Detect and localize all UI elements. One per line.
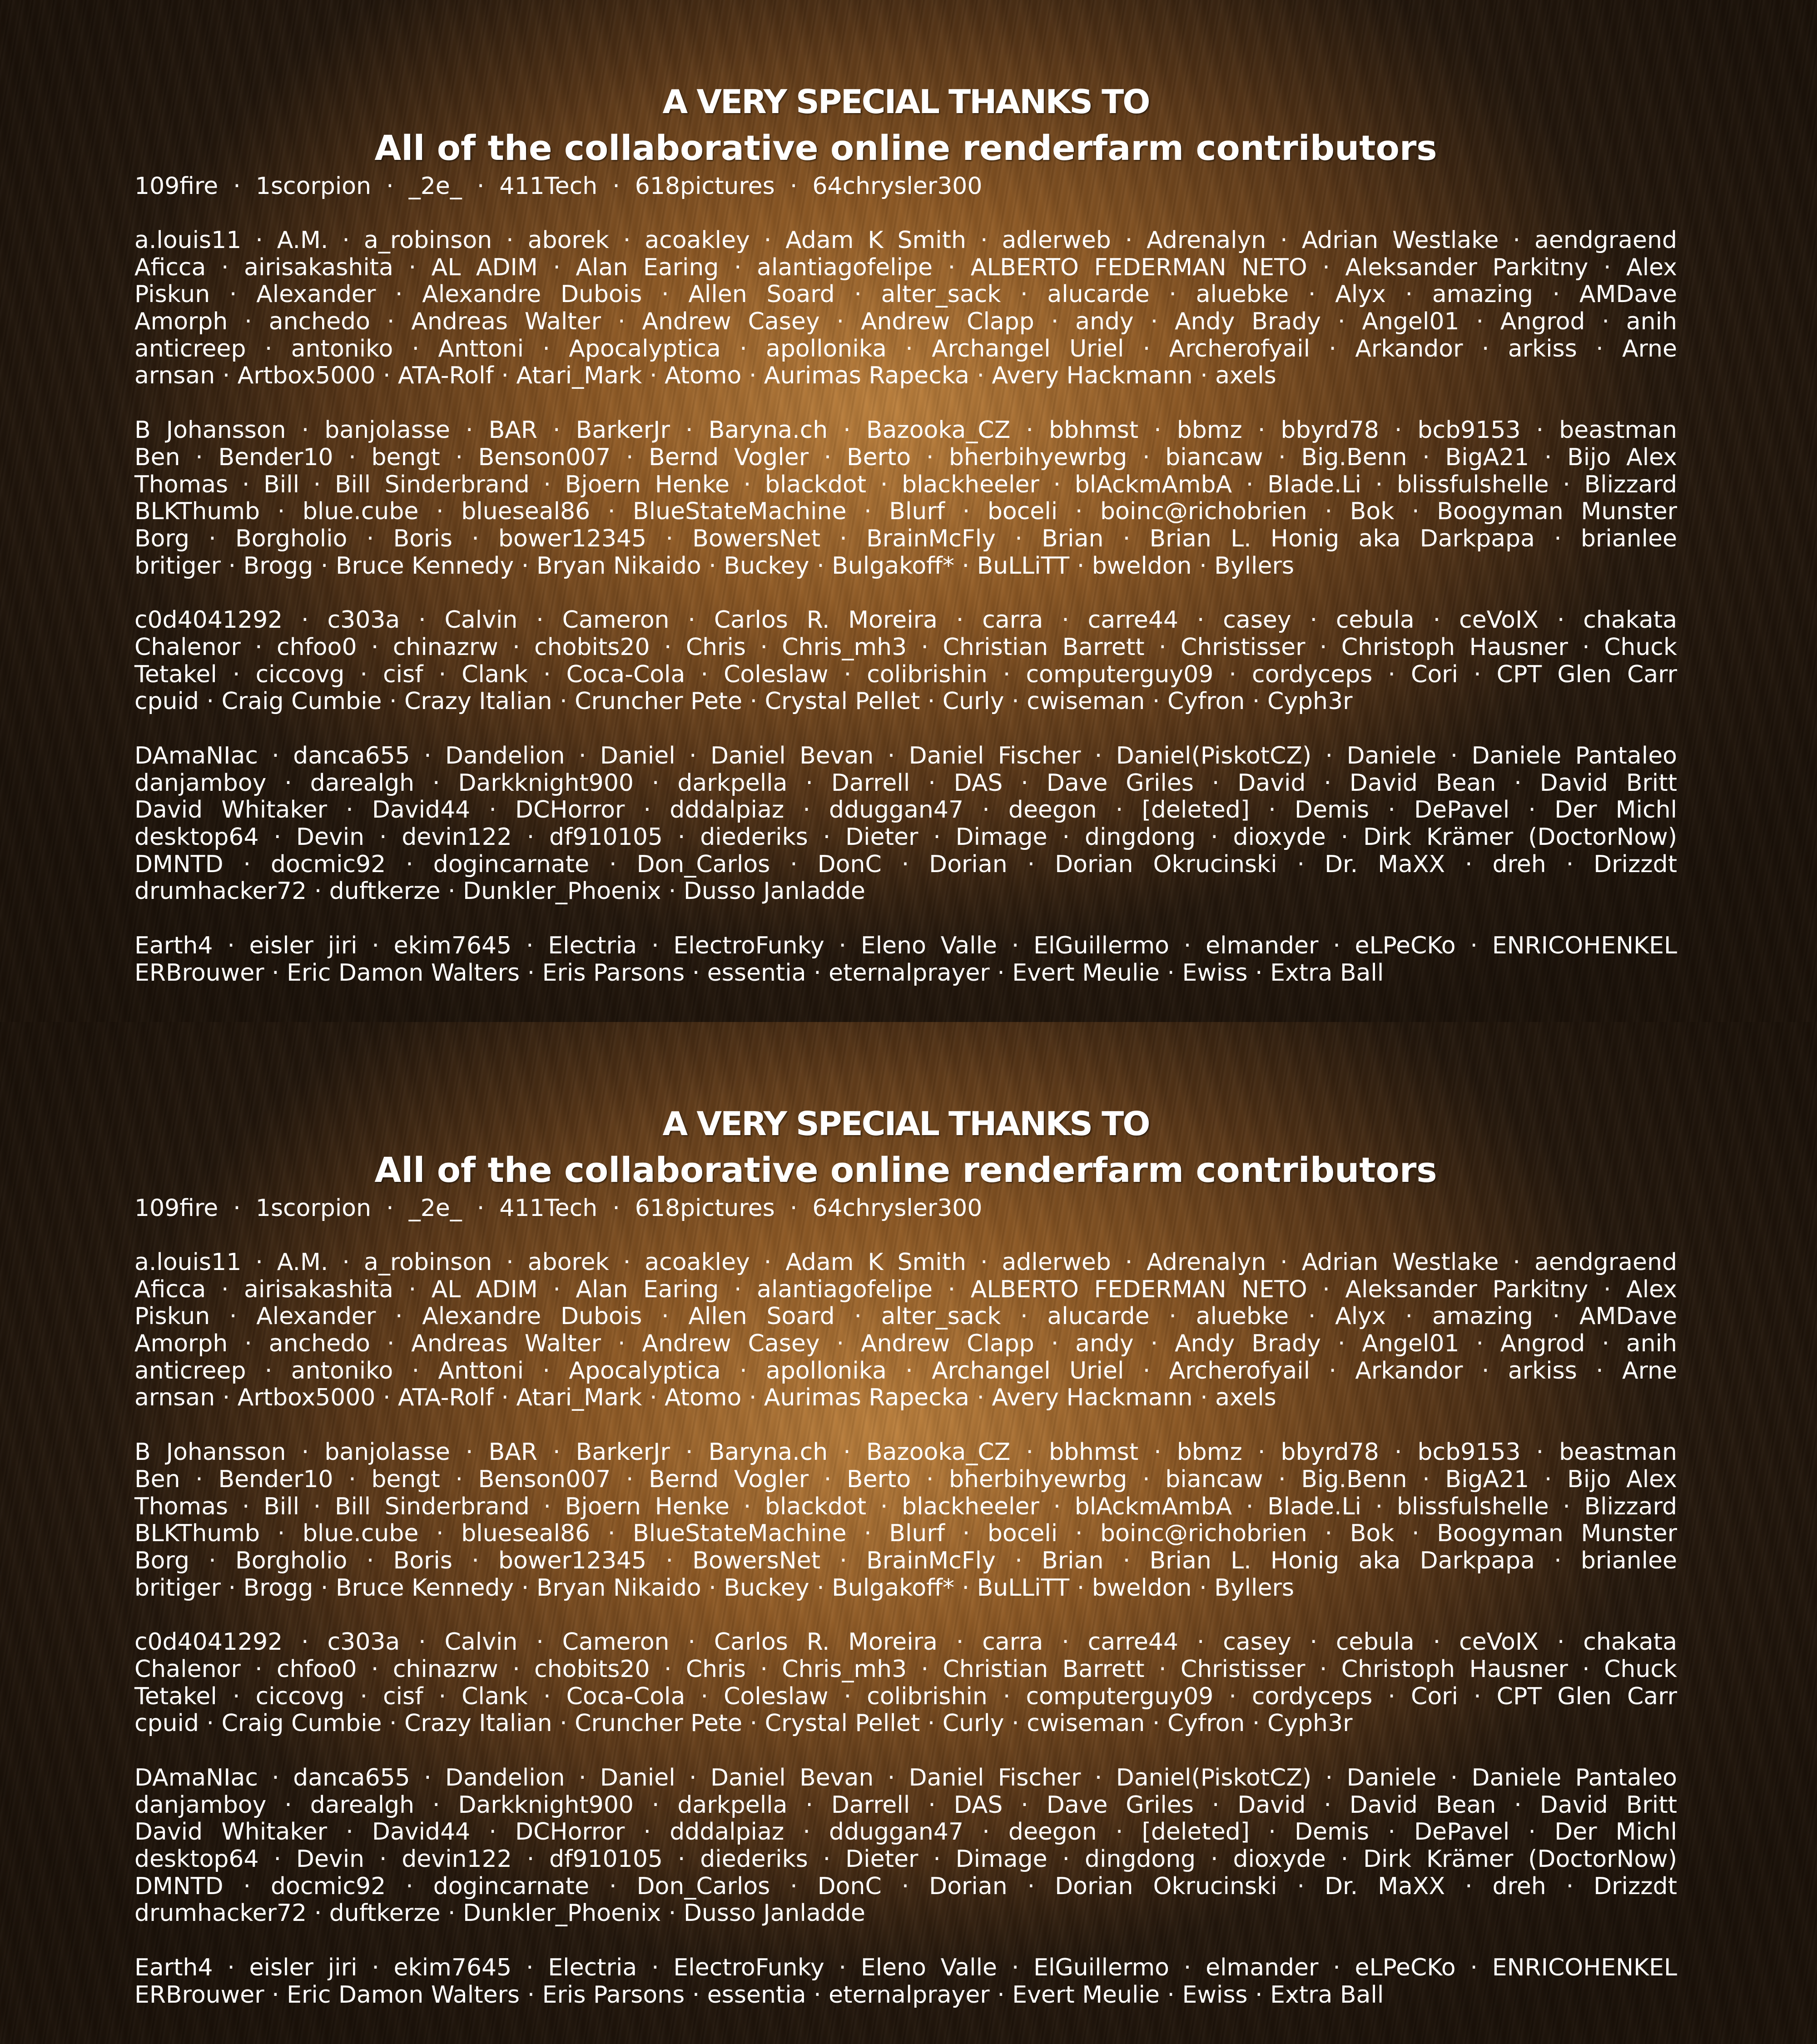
credits-line: Amorph · anchedo · Andreas Walter · Andrew Casey · Andrew Clapp · andy · Andy Brady · Angel01 · Angrod · anih — [134, 308, 1677, 336]
credits-line: B Johansson · banjolasse · BAR · BarkerJr · Baryna.ch · Bazooka_CZ · bbhmst · bbmz · bbyrd78 · bcb9153 · beastman — [134, 417, 1677, 444]
credits-line: Ben · Bender10 · bengt · Benson007 · Bernd Vogler · Berto · bherbihyewrbg · biancaw · Big.Benn · BigA21 · Bijo Alex — [134, 1466, 1677, 1493]
credits-line: Piskun · Alexander · Alexandre Dubois · Allen Soard · alter_sack · alucarde · aluebke · Alyx · amazing · AMDave — [134, 1303, 1677, 1330]
credits-line: Earth4 · eisler jiri · ekim7645 · Electria · ElectroFunky · Eleno Valle · ElGuillermo · elmander · eLPeCKo · ENRICOHENKEL — [134, 933, 1677, 960]
credits-line: Tetakel · ciccovg · cisf · Clank · Coca-Cola · Coleslaw · colibrishin · computerguy09 · cordyceps · Cori · CPT Glen Carr — [134, 661, 1677, 689]
credits-line: Chalenor · chfoo0 · chinazrw · chobits20 · Chris · Chris_mh3 · Christian Barrett · Christisser · Christoph Hausner · Chuck — [134, 634, 1677, 661]
credits-line: David Whitaker · David44 · DCHorror · dddalpiaz · dduggan47 · deegon · [deleted] · Demis · DePavel · Der Michl — [134, 797, 1677, 824]
credits-line: BLKThumb · blue.cube · blueseal86 · BlueStateMachine · Blurf · boceli · boinc@richobrien · Bok · Boogyman Munster — [134, 1520, 1677, 1548]
credits-line: Piskun · Alexander · Alexandre Dubois · Allen Soard · alter_sack · alucarde · aluebke · Alyx · amazing · AMDave — [134, 281, 1677, 308]
credits-line: Ben · Bender10 · bengt · Benson007 · Bernd Vogler · Berto · bherbihyewrbg · biancaw · Big.Benn · BigA21 · Bijo Alex — [134, 444, 1677, 471]
credits-line: Thomas · Bill · Bill Sinderbrand · Bjoern Henke · blackdot · blackheeler · blAckmAmbA · Blade.Li · blissfulshelle · Blizzard — [134, 471, 1677, 499]
credits-line: Tetakel · ciccovg · cisf · Clank · Coca-Cola · Coleslaw · colibrishin · computerguy09 · cordyceps · Cori · CPT Glen Carr — [134, 1683, 1677, 1711]
credits-line: BLKThumb · blue.cube · blueseal86 · BlueStateMachine · Blurf · boceli · boinc@richobrien · Bok · Boogyman Munster — [134, 498, 1677, 526]
credits-line: DMNTD · docmic92 · dogincarnate · Don_Carlos · DonC · Dorian · Dorian Okrucinski · Dr. MaXX · dreh · Drizzdt — [134, 851, 1677, 878]
credits-line: cpuid · Craig Cumbie · Crazy Italian · Cruncher Pete · Crystal Pellet · Curly · cwiseman · Cyfron · Cyph3r — [134, 688, 1677, 715]
credits-line: anticreep · antoniko · Anttoni · Apocalyptica · apollonika · Archangel Uriel · Archerofyail · Arkandor · arkiss · Arne — [134, 1358, 1677, 1385]
credits-line: danjamboy · darealgh · Darkknight900 · darkpella · Darrell · DAS · Dave Griles · David · David Bean · David Britt — [134, 770, 1677, 797]
credits-line: Amorph · anchedo · Andreas Walter · Andrew Casey · Andrew Clapp · andy · Andy Brady · Angel01 · Angrod · anih — [134, 1330, 1677, 1358]
credits-line: desktop64 · Devin · devin122 · df910105 · diederiks · Dieter · Dimage · dingdong · dioxyde · Dirk Krämer (DoctorNow) — [134, 1846, 1677, 1873]
credits-line: a.louis11 · A.M. · a_robinson · aborek · acoakley · Adam K Smith · adlerweb · Adrenalyn · Adrian Westlake · aendgraend — [134, 227, 1677, 254]
credits-line: drumhacker72 · duftkerze · Dunkler_Phoenix · Dusso Janladde — [134, 878, 1677, 905]
credits-line: Earth4 · eisler jiri · ekim7645 · Electria · ElectroFunky · Eleno Valle · ElGuillermo · elmander · eLPeCKo · ENRICOHENKEL — [134, 1955, 1677, 1982]
credits-line: ERBrouwer · Eric Damon Walters · Eris Parsons · essentia · eternalprayer · Evert Meulie · Ewiss · Extra Ball — [134, 1982, 1677, 2009]
credits-line: arnsan · Artbox5000 · ATA-Rolf · Atari_Mark · Atomo · Aurimas Rapecka · Avery Hackmann · axels — [134, 362, 1677, 390]
credits-line: ERBrouwer · Eric Damon Walters · Eris Parsons · essentia · eternalprayer · Evert Meulie · Ewiss · Extra Ball — [134, 960, 1677, 987]
credits-line: arnsan · Artbox5000 · ATA-Rolf · Atari_Mark · Atomo · Aurimas Rapecka · Avery Hackmann · axels — [134, 1384, 1677, 1412]
credits-line: B Johansson · banjolasse · BAR · BarkerJr · Baryna.ch · Bazooka_CZ · bbhmst · bbmz · bbyrd78 · bcb9153 · beastman — [134, 1439, 1677, 1466]
credits-intro-line: 109fire · 1scorpion · _2e_ · 411Tech · 618pictures · 64chrysler300 — [134, 173, 1677, 200]
credits-subheading: All of the collaborative online renderfarm contributors — [134, 124, 1677, 173]
credits-line: c0d4041292 · c303a · Calvin · Cameron · Carlos R. Moreira · carra · carre44 · casey · cebula · ceVoIX · chakata — [134, 1629, 1677, 1656]
credits-subheading: All of the collaborative online renderfarm contributors — [134, 1146, 1677, 1195]
credits-heading: A VERY SPECIAL THANKS TO — [134, 80, 1677, 124]
credits-line: a.louis11 · A.M. · a_robinson · aborek · acoakley · Adam K Smith · adlerweb · Adrenalyn · Adrian Westlake · aendgraend — [134, 1249, 1677, 1276]
credits-line: c0d4041292 · c303a · Calvin · Cameron · Carlos R. Moreira · carra · carre44 · casey · cebula · ceVoIX · chakata — [134, 607, 1677, 634]
credits-line: drumhacker72 · duftkerze · Dunkler_Phoenix · Dusso Janladde — [134, 1900, 1677, 1927]
credits-line: DAmaNIac · danca655 · Dandelion · Daniel · Daniel Bevan · Daniel Fischer · Daniel(PiskotCZ) · Daniele · Daniele Pantaleo — [134, 1765, 1677, 1792]
credits-line: cpuid · Craig Cumbie · Crazy Italian · Cruncher Pete · Crystal Pellet · Curly · cwiseman · Cyfron · Cyph3r — [134, 1710, 1677, 1737]
credits-intro-line: 109fire · 1scorpion · _2e_ · 411Tech · 618pictures · 64chrysler300 — [134, 1195, 1677, 1222]
credits-line: anticreep · antoniko · Anttoni · Apocalyptica · apollonika · Archangel Uriel · Archerofyail · Arkandor · arkiss · Arne — [134, 336, 1677, 363]
credits-line: britiger · Brogg · Bruce Kennedy · Bryan Nikaido · Buckey · Bulgakoff* · BuLLiTT · bweldon · Byllers — [134, 553, 1677, 580]
credits-line: DMNTD · docmic92 · dogincarnate · Don_Carlos · DonC · Dorian · Dorian Okrucinski · Dr. MaXX · dreh · Drizzdt — [134, 1873, 1677, 1900]
credits-line: desktop64 · Devin · devin122 · df910105 · diederiks · Dieter · Dimage · dingdong · dioxyde · Dirk Krämer (DoctorNow) — [134, 824, 1677, 851]
credits-line: Borg · Borgholio · Boris · bower12345 · BowersNet · BrainMcFly · Brian · Brian L. Honig aka Darkpapa · brianlee — [134, 1548, 1677, 1575]
credits-line: danjamboy · darealgh · Darkknight900 · darkpella · Darrell · DAS · Dave Griles · David · David Bean · David Britt — [134, 1792, 1677, 1819]
credits-line: Thomas · Bill · Bill Sinderbrand · Bjoern Henke · blackdot · blackheeler · blAckmAmbA · Blade.Li · blissfulshelle · Blizzard — [134, 1493, 1677, 1521]
credits-line: Aficca · airisakashita · AL ADIM · Alan Earing · alantiagofelipe · ALBERTO FEDERMAN NETO · Aleksander Parkitny · Alex — [134, 254, 1677, 282]
credits-line: Chalenor · chfoo0 · chinazrw · chobits20 · Chris · Chris_mh3 · Christian Barrett · Christisser · Christoph Hausner · Chuck — [134, 1656, 1677, 1683]
credits-line: DAmaNIac · danca655 · Dandelion · Daniel · Daniel Bevan · Daniel Fischer · Daniel(PiskotCZ) · Daniele · Daniele Pantaleo — [134, 743, 1677, 770]
credits-line: Aficca · airisakashita · AL ADIM · Alan Earing · alantiagofelipe · ALBERTO FEDERMAN NETO · Aleksander Parkitny · Alex — [134, 1276, 1677, 1304]
credits-heading: A VERY SPECIAL THANKS TO — [134, 1102, 1677, 1146]
credits-line: britiger · Brogg · Bruce Kennedy · Bryan Nikaido · Buckey · Bulgakoff* · BuLLiTT · bweldon · Byllers — [134, 1575, 1677, 1602]
credits-line: Borg · Borgholio · Boris · bower12345 · BowersNet · BrainMcFly · Brian · Brian L. Honig aka Darkpapa · brianlee — [134, 526, 1677, 553]
credits-line: David Whitaker · David44 · DCHorror · dddalpiaz · dduggan47 · deegon · [deleted] · Demis · DePavel · Der Michl — [134, 1819, 1677, 1846]
